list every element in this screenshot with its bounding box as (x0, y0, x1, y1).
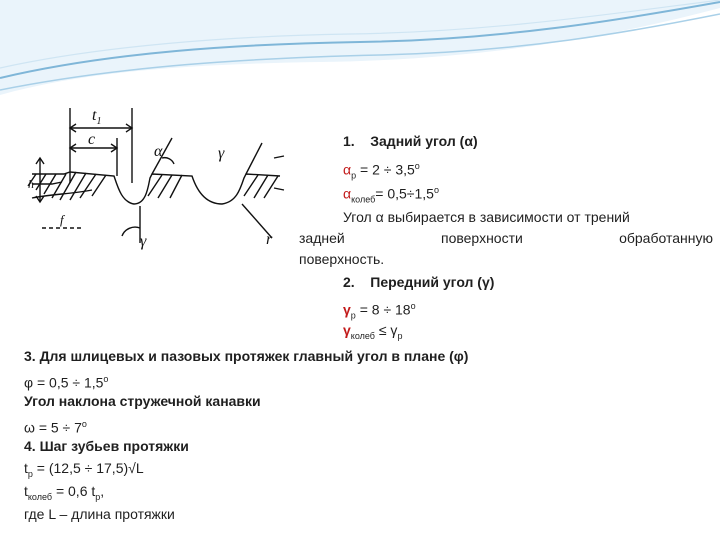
broach-teeth-drawing (22, 98, 292, 263)
label-r: r (266, 231, 273, 248)
label-t1: $t_1$ (92, 107, 102, 127)
tk-formula: $t_{колеб} = 0,6$ $t_р$, (24, 483, 105, 502)
omega-formula: $\omega = 5 \div 7^o$ (24, 419, 87, 436)
para-rear-angle-line2 (299, 229, 713, 247)
heading-rear-angle: 1. Задний угол (α) (343, 133, 478, 149)
alpha-p-formula: $\alpha_р = 2 \div 3,5^o$ (343, 161, 420, 181)
label-c: c (88, 131, 96, 148)
phi-formula: $\varphi = 0,5 \div 1,5^o$ (24, 374, 109, 391)
para-word: обработанную (619, 230, 713, 246)
label-h: h (28, 177, 34, 191)
gamma-k-formula: $\gamma_{колеб} \le \gamma_р$ (343, 322, 403, 341)
where-note: где L – длина протяжки (24, 506, 175, 522)
alpha-k-formula: $\alpha_{колеб}= 0,5\div 1,5^o$ (343, 185, 439, 205)
para-word: поверхности (441, 230, 523, 246)
label-gamma-bottom: γ (140, 233, 147, 250)
label-alpha: α (154, 143, 163, 160)
para-rear-angle-line1: Угол α выбирается в зависимости от трений (343, 209, 630, 225)
label-f: f (60, 212, 64, 227)
heading-spline-angle: 3. Для шлицевых и пазовых протяжек главный угол в плане (φ) (24, 348, 469, 364)
gamma-p-formula: $\gamma_р = 8 \div 18^o$ (343, 301, 416, 321)
heading-front-angle: 2. Передний угол (γ) (343, 274, 495, 290)
para-rear-angle-line3: поверхность. (299, 251, 385, 267)
header-wave-decoration (0, 0, 720, 110)
label-gamma-top: γ (218, 145, 225, 162)
tp-formula: $t_р = (12,5 \div 17,5)√L$ (24, 460, 144, 479)
para-word: задней (299, 230, 345, 246)
heading-groove-angle: Угол наклона стружечной канавки (24, 393, 261, 409)
heading-tooth-pitch: 4. Шаг зубьев протяжки (24, 438, 189, 454)
